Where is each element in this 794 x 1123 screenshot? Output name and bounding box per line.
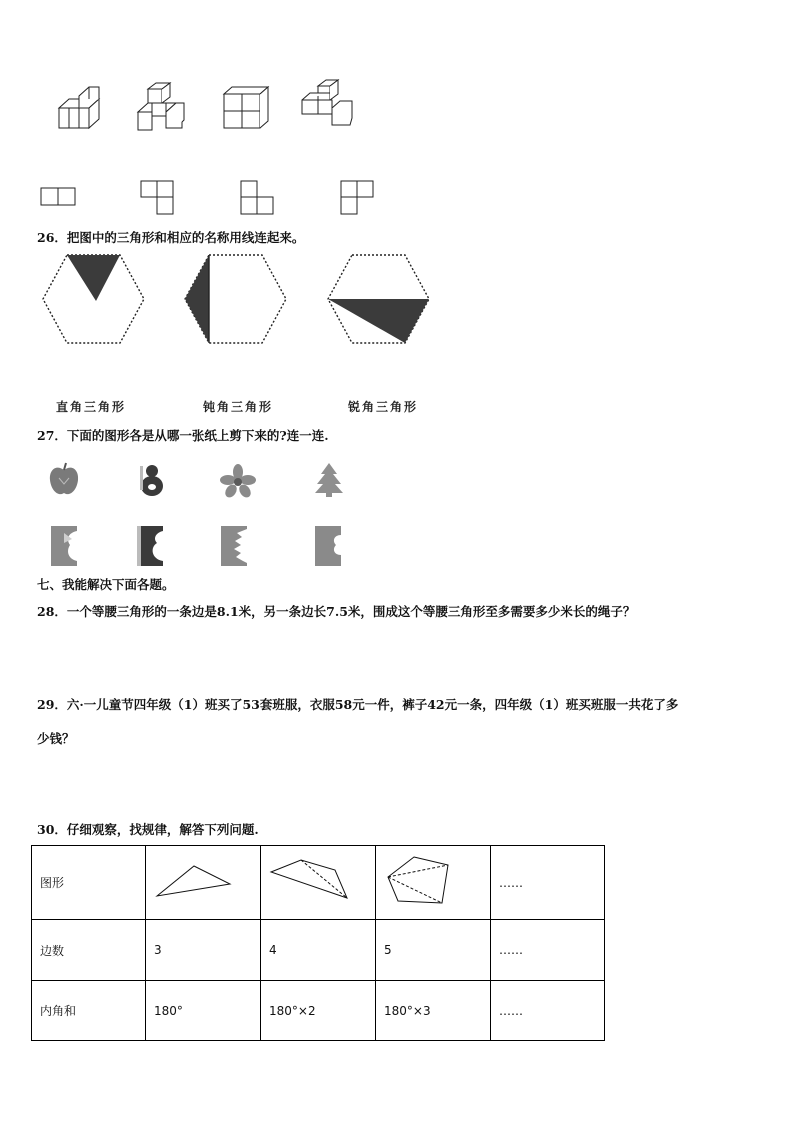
row-header-sides: 边数 xyxy=(32,920,146,981)
row-header-shape: 图形 xyxy=(32,846,146,920)
block-figure-4 xyxy=(300,78,355,130)
view-outline-4 xyxy=(340,180,376,216)
paper-sheet-4 xyxy=(314,525,344,567)
block-figure-2 xyxy=(136,84,191,134)
question-27: 27．下面的图形各是从哪一张纸上剪下来的?连一连. xyxy=(37,428,329,443)
table-cell: 3 xyxy=(146,920,261,981)
block-figure-3 xyxy=(222,86,272,132)
table-cell: …… xyxy=(491,920,605,981)
table-cell: 180°×3 xyxy=(376,981,491,1041)
pentagon-shape xyxy=(384,855,464,907)
table-cell: 4 xyxy=(261,920,376,981)
cell-quadrilateral xyxy=(261,846,376,920)
table-cell: 5 xyxy=(376,920,491,981)
label-right-triangle: 直角三角形 xyxy=(56,400,127,414)
table-row xyxy=(32,920,605,981)
table-row xyxy=(32,846,605,920)
view-outline-2 xyxy=(140,180,176,216)
question-29-line-1: 29．六·一儿童节四年级（1）班买了53套班服，衣服58元一件，裤子42元一条，四年级（1）班买班服一共花了多 xyxy=(37,697,679,712)
hexagon-figure-3 xyxy=(325,253,431,345)
table-row xyxy=(32,981,605,1041)
triangle-shape xyxy=(154,861,234,901)
question-26: 26．把图中的三角形和相应的名称用线连起来。 xyxy=(37,230,305,245)
table-cell: …… xyxy=(491,981,605,1041)
view-outline-1 xyxy=(40,187,76,207)
table-cell: 180° xyxy=(146,981,261,1041)
hexagon-figure-2 xyxy=(182,253,288,345)
question-28: 28．一个等腰三角形的一条边是8.1米，另一条边长7.5米，围成这个等腰三角形至多需要多少米长的绳子？ xyxy=(37,604,636,619)
paper-sheet-1 xyxy=(50,525,80,567)
cell-triangle xyxy=(146,846,261,920)
question-30: 30．仔细观察，找规律，解答下列问题. xyxy=(37,822,259,837)
tree-icon xyxy=(314,462,344,498)
hexagon-figure-1 xyxy=(40,253,146,345)
label-acute-triangle: 锐角三角形 xyxy=(348,400,419,414)
quadrilateral-shape xyxy=(269,858,349,904)
pattern-table xyxy=(31,845,605,1041)
section-7-heading: 七、我能解决下面各题。 xyxy=(37,577,175,592)
cell-ellipsis: …… xyxy=(491,846,605,920)
gourd-icon xyxy=(136,462,168,498)
row-header-angle-sum: 内角和 xyxy=(32,981,146,1041)
question-29-line-2: 少钱？ xyxy=(37,731,75,746)
paper-sheet-2 xyxy=(136,525,166,567)
paper-sheet-3 xyxy=(220,525,250,567)
cell-pentagon xyxy=(376,846,491,920)
flower-icon xyxy=(220,464,256,498)
view-outline-3 xyxy=(240,180,276,216)
table-cell: 180°×2 xyxy=(261,981,376,1041)
block-figure-1 xyxy=(55,92,105,132)
label-obtuse-triangle: 钝角三角形 xyxy=(203,400,274,414)
apple-icon xyxy=(48,462,80,498)
